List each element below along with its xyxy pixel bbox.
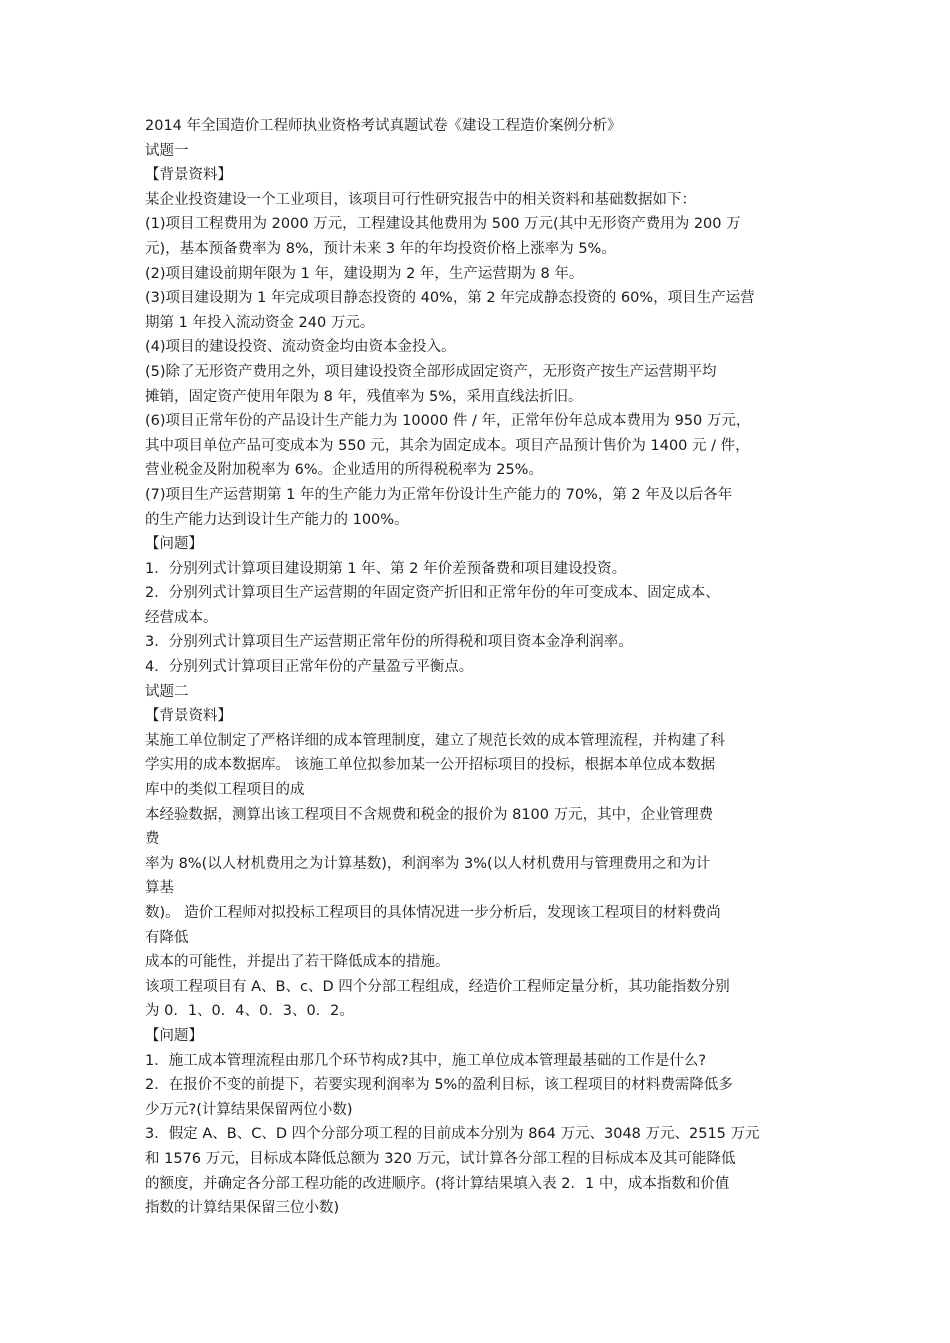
paragraph-line: 学实用的成本数据库。 该施工单位拟参加某一公开招标项目的投标，根据本单位成本数据 xyxy=(145,757,716,774)
question-line: 3．假定 A、B、C、D 四个分部分项工程的目前成本分别为 864 万元、3048 万元、2515 万元 xyxy=(145,1126,760,1143)
question-line: 少万元?(计算结果保留两位小数) xyxy=(145,1101,353,1118)
questions-heading: 【问题】 xyxy=(145,536,203,553)
paragraph-line: 率为 8%(以人材机费用之为计算基数)，利润率为 3%(以人材机费用与管理费用之和为计 xyxy=(145,855,711,872)
paragraph-line: 算基 xyxy=(145,880,174,897)
question-line: 1．分别列式计算项目建设期第 1 年、第 2 年价差预备费和项目建设投资。 xyxy=(145,560,627,577)
question-line: 1．施工成本管理流程由那几个环节构成?其中，施工单位成本管理最基础的工作是什么? xyxy=(145,1052,707,1069)
question-line: 2．分别列式计算项目生产运营期的年固定资产折旧和正常年份的年可变成本、固定成本、 xyxy=(145,585,720,602)
document-page xyxy=(145,114,865,1221)
paragraph-line: (3)项目建设期为 1 年完成项目静态投资的 40%，第 2 年完成静态投资的 60%，项目生产运营 xyxy=(145,290,755,307)
paragraph-line: 本经验数据，测算出该工程项目不含规费和税金的报价为 8100 万元，其中，企业管理费 xyxy=(145,806,714,823)
question-line: 经营成本。 xyxy=(145,609,218,626)
background-heading: 【背景资料】 xyxy=(145,708,232,725)
paragraph-line: 其中项目单位产品可变成本为 550 元，其余为固定成本。项目产品预计售价为 1400 元 / 件， xyxy=(145,437,750,454)
paragraph-line: 数)。 造价工程师对拟投标工程项目的具体情况进一步分析后，发现该工程项目的材料费尚 xyxy=(145,905,721,921)
paragraph-line: 营业税金及附加税率为 6%。企业适用的所得税税率为 25%。 xyxy=(145,462,543,479)
paragraph-line: 该项工程项目有 A、B、c、D 四个分部工程组成，经造价工程师定量分析，其功能指数分别 xyxy=(145,978,730,995)
paragraph-line: 期第 1 年投入流动资金 240 万元。 xyxy=(145,314,375,331)
paragraph-line: (5)除了无形资产费用之外，项目建设投资全部形成固定资产，无形资产按生产运营期平均 xyxy=(145,363,717,380)
paragraph-line: (1)项目工程费用为 2000 万元，工程建设其他费用为 500 万元(其中无形资产费用为 200 万 xyxy=(145,216,741,233)
question-line: 指数的计算结果保留三位小数) xyxy=(145,1200,340,1217)
section-heading-question-1: 试题一 xyxy=(145,142,189,159)
paragraph-line: 为 0．1、0．4、0．3、0．2。 xyxy=(145,1003,354,1020)
document-body xyxy=(145,139,865,1221)
paragraph-line: 成本的可能性，并提出了若干降低成本的措施。 xyxy=(145,954,450,971)
paragraph-line: (6)项目正常年份的产品设计生产能力为 10000 件 / 年，正常年份年总成本费用为 950 万元， xyxy=(145,413,751,430)
document-title: 2014 年全国造价工程师执业资格考试真题试卷《建设工程造价案例分析》 xyxy=(145,118,622,134)
paragraph-line: 某施工单位制定了严格详细的成本管理制度，建立了规范长效的成本管理流程，并构建了科 xyxy=(145,732,725,749)
paragraph-line: 摊销，固定资产使用年限为 8 年，残值率为 5%，采用直线法折旧。 xyxy=(145,388,583,405)
question-line: 3．分别列式计算项目生产运营期正常年份的所得税和项目资本金净利润率。 xyxy=(145,634,633,651)
paragraph-line: (4)项目的建设投资、流动资金均由资本金投入。 xyxy=(145,339,456,356)
question-line: 2．在报价不变的前提下，若要实现利润率为 5%的盈利目标，该工程项目的材料费需降低多 xyxy=(145,1077,733,1094)
paragraph-line: 元)，基本预备费率为 8%，预计未来 3 年的年均投资价格上涨率为 5%。 xyxy=(145,240,616,257)
paragraph-line: 的生产能力达到设计生产能力的 100%。 xyxy=(145,511,409,528)
background-heading: 【背景资料】 xyxy=(145,167,232,184)
question-line: 4．分别列式计算项目正常年份的产量盈亏平衡点。 xyxy=(145,659,474,676)
paragraph-line: (7)项目生产运营期第 1 年的生产能力为正常年份设计生产能力的 70%，第 2 年及以后各年 xyxy=(145,486,733,503)
question-line: 的额度，并确定各分部工程功能的改进顺序。(将计算结果填入表 2．1 中，成本指数和价值 xyxy=(145,1175,730,1192)
section-heading-question-2: 试题二 xyxy=(145,683,189,700)
paragraph-line: 费 xyxy=(145,831,160,848)
questions-heading: 【问题】 xyxy=(145,1027,203,1044)
paragraph-line: 某企业投资建设一个工业项目，该项目可行性研究报告中的相关资料和基础数据如下： xyxy=(145,191,696,208)
question-line: 和 1576 万元，目标成本降低总额为 320 万元，试计算各分部工程的目标成本及其可能降低 xyxy=(145,1150,736,1167)
paragraph-line: 有降低 xyxy=(145,929,189,946)
paragraph-line: (2)项目建设前期年限为 1 年，建设期为 2 年，生产运营期为 8 年。 xyxy=(145,265,584,282)
paragraph-line: 库中的类似工程项目的成 xyxy=(145,782,305,799)
